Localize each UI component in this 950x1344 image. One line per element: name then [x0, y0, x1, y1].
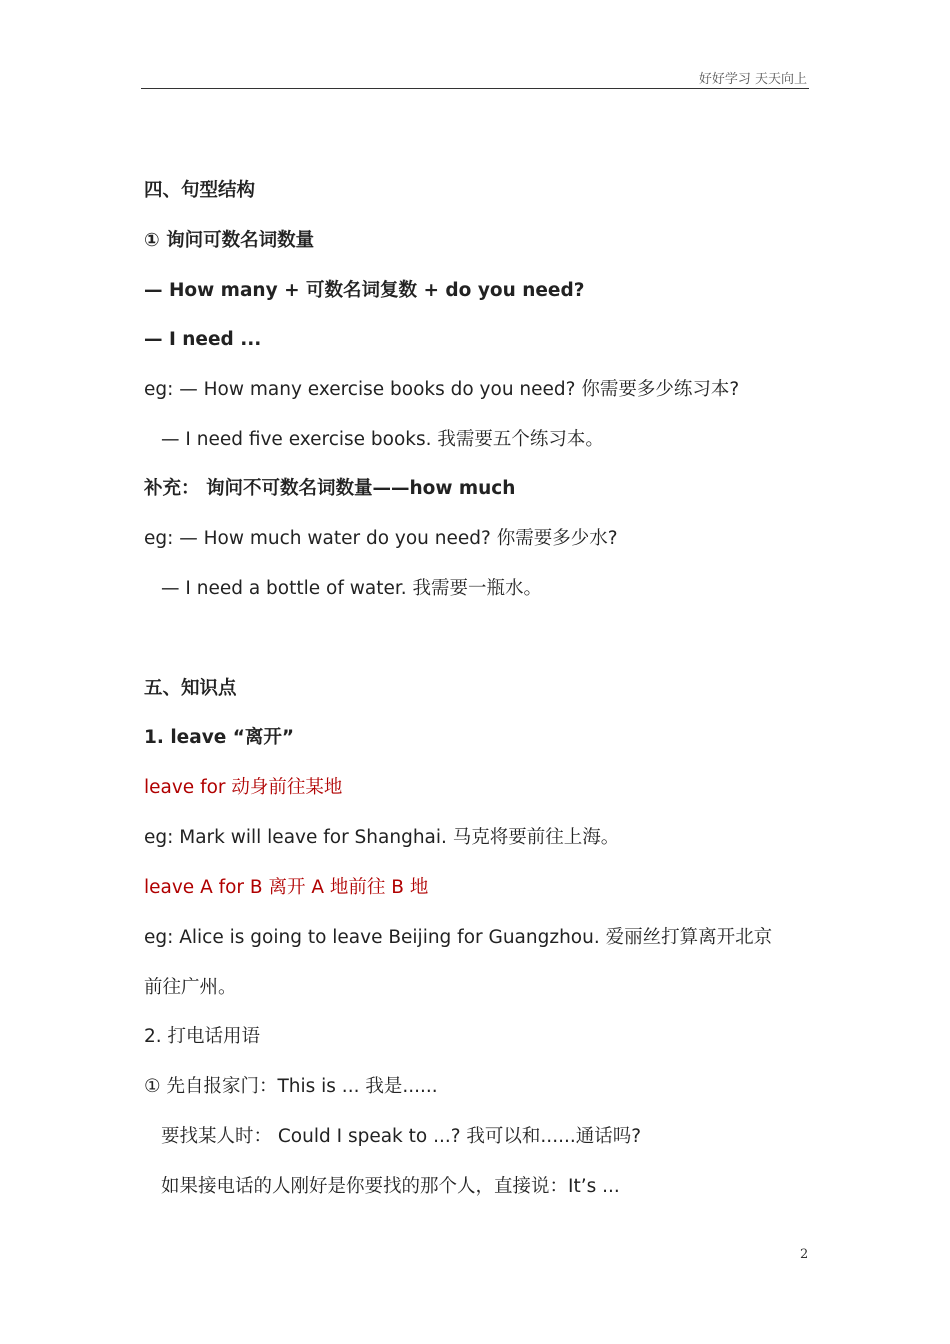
pattern-answer: — I need ...: [144, 329, 262, 350]
page-number: 2: [800, 1247, 809, 1262]
phone-phrase-introduce: ① 先自报家门：This is ... 我是......: [144, 1076, 438, 1097]
point-phone-heading: 2. 打电话用语: [144, 1026, 261, 1047]
phrase-leave-for: leave for 动身前往某地: [144, 777, 343, 798]
phone-phrase-ask-for: 要找某人时： Could I speak to ...? 我可以和......通话吗?: [161, 1126, 642, 1147]
example-sentence: eg: Mark will leave for Shanghai. 马克将要前往上海。: [144, 827, 620, 848]
phone-phrase-its-me: 如果接电话的人刚好是你要找的那个人，直接说：It’s ...: [161, 1176, 620, 1197]
point-leave-heading: 1. leave “离开”: [144, 727, 295, 748]
section-heading-sentence-structure: 四、句型结构: [144, 180, 256, 201]
header-divider: [141, 88, 809, 89]
example-question: eg: — How many exercise books do you need? 你需要多少练习本?: [144, 379, 740, 400]
example-answer: — I need five exercise books. 我需要五个练习本。: [161, 429, 604, 450]
example-sentence: eg: Alice is going to leave Beijing for Guangzhou. 爱丽丝打算离开北京: [144, 927, 773, 948]
example-sentence-continued: 前往广州。: [144, 977, 237, 998]
example-question: eg: — How much water do you need? 你需要多少水?: [144, 528, 618, 549]
section-heading-knowledge-points: 五、知识点: [144, 678, 237, 699]
pattern-question: — How many + 可数名词复数 + do you need?: [144, 280, 585, 301]
header-motto: 好好学习 天天向上: [698, 72, 807, 87]
supplement-heading: 补充： 询问不可数名词数量——how much: [144, 478, 516, 499]
example-answer: — I need a bottle of water. 我需要一瓶水。: [161, 578, 543, 599]
subheading-countable-quantity: ① 询问可数名词数量: [144, 230, 315, 251]
phrase-leave-a-for-b: leave A for B 离开 A 地前往 B 地: [144, 877, 429, 898]
